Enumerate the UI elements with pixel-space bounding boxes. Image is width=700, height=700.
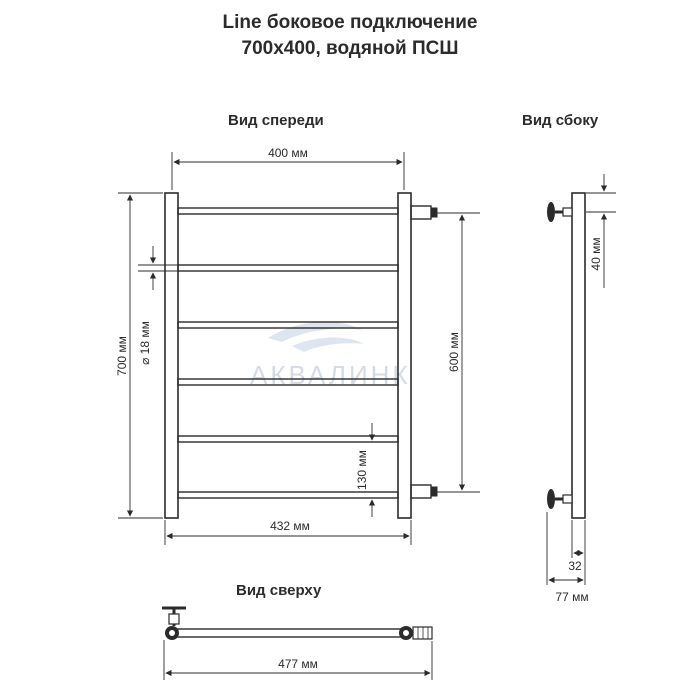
dim-rung-spacing: 130 мм — [355, 450, 369, 490]
top-rail — [170, 629, 410, 637]
side-valve-top — [547, 202, 572, 222]
rung — [178, 492, 398, 498]
dim-pipe-diameter: ⌀ 18 мм — [138, 321, 152, 365]
dim-top-length: 477 мм — [278, 657, 318, 671]
watermark-text: АКВАЛИНК — [250, 360, 411, 390]
dim-side-depth-outer: 77 мм — [555, 590, 589, 604]
side-view-label: Вид сбоку — [522, 112, 599, 129]
right-post — [398, 193, 411, 518]
dim-width-top: 400 мм — [268, 146, 308, 160]
side-valve-bottom — [547, 489, 572, 509]
left-post — [165, 193, 178, 518]
rung — [178, 436, 398, 442]
side-connector-top — [411, 206, 437, 219]
dim-side-offset: 40 мм — [589, 237, 603, 271]
diagram-title-line-1: Line боковое подключение — [222, 12, 478, 33]
rung — [178, 265, 398, 271]
diagram-title-line-2: 700х400, водяной ПСШ — [241, 38, 459, 59]
top-valve-left — [162, 608, 186, 640]
side-view — [547, 174, 616, 585]
watermark-logo — [250, 322, 411, 390]
top-view-label: Вид сверху — [236, 582, 322, 599]
dim-center-distance: 600 мм — [447, 332, 461, 372]
dim-side-depth-inner: 32 — [568, 559, 582, 573]
side-post — [572, 193, 585, 518]
front-view-label: Вид спереди — [228, 112, 324, 129]
side-connector-bottom — [411, 485, 437, 498]
rung — [178, 322, 398, 328]
rung — [178, 208, 398, 214]
dim-width-overall: 432 мм — [270, 519, 310, 533]
dim-height-total: 700 мм — [115, 336, 129, 376]
top-valve-right — [399, 626, 432, 640]
